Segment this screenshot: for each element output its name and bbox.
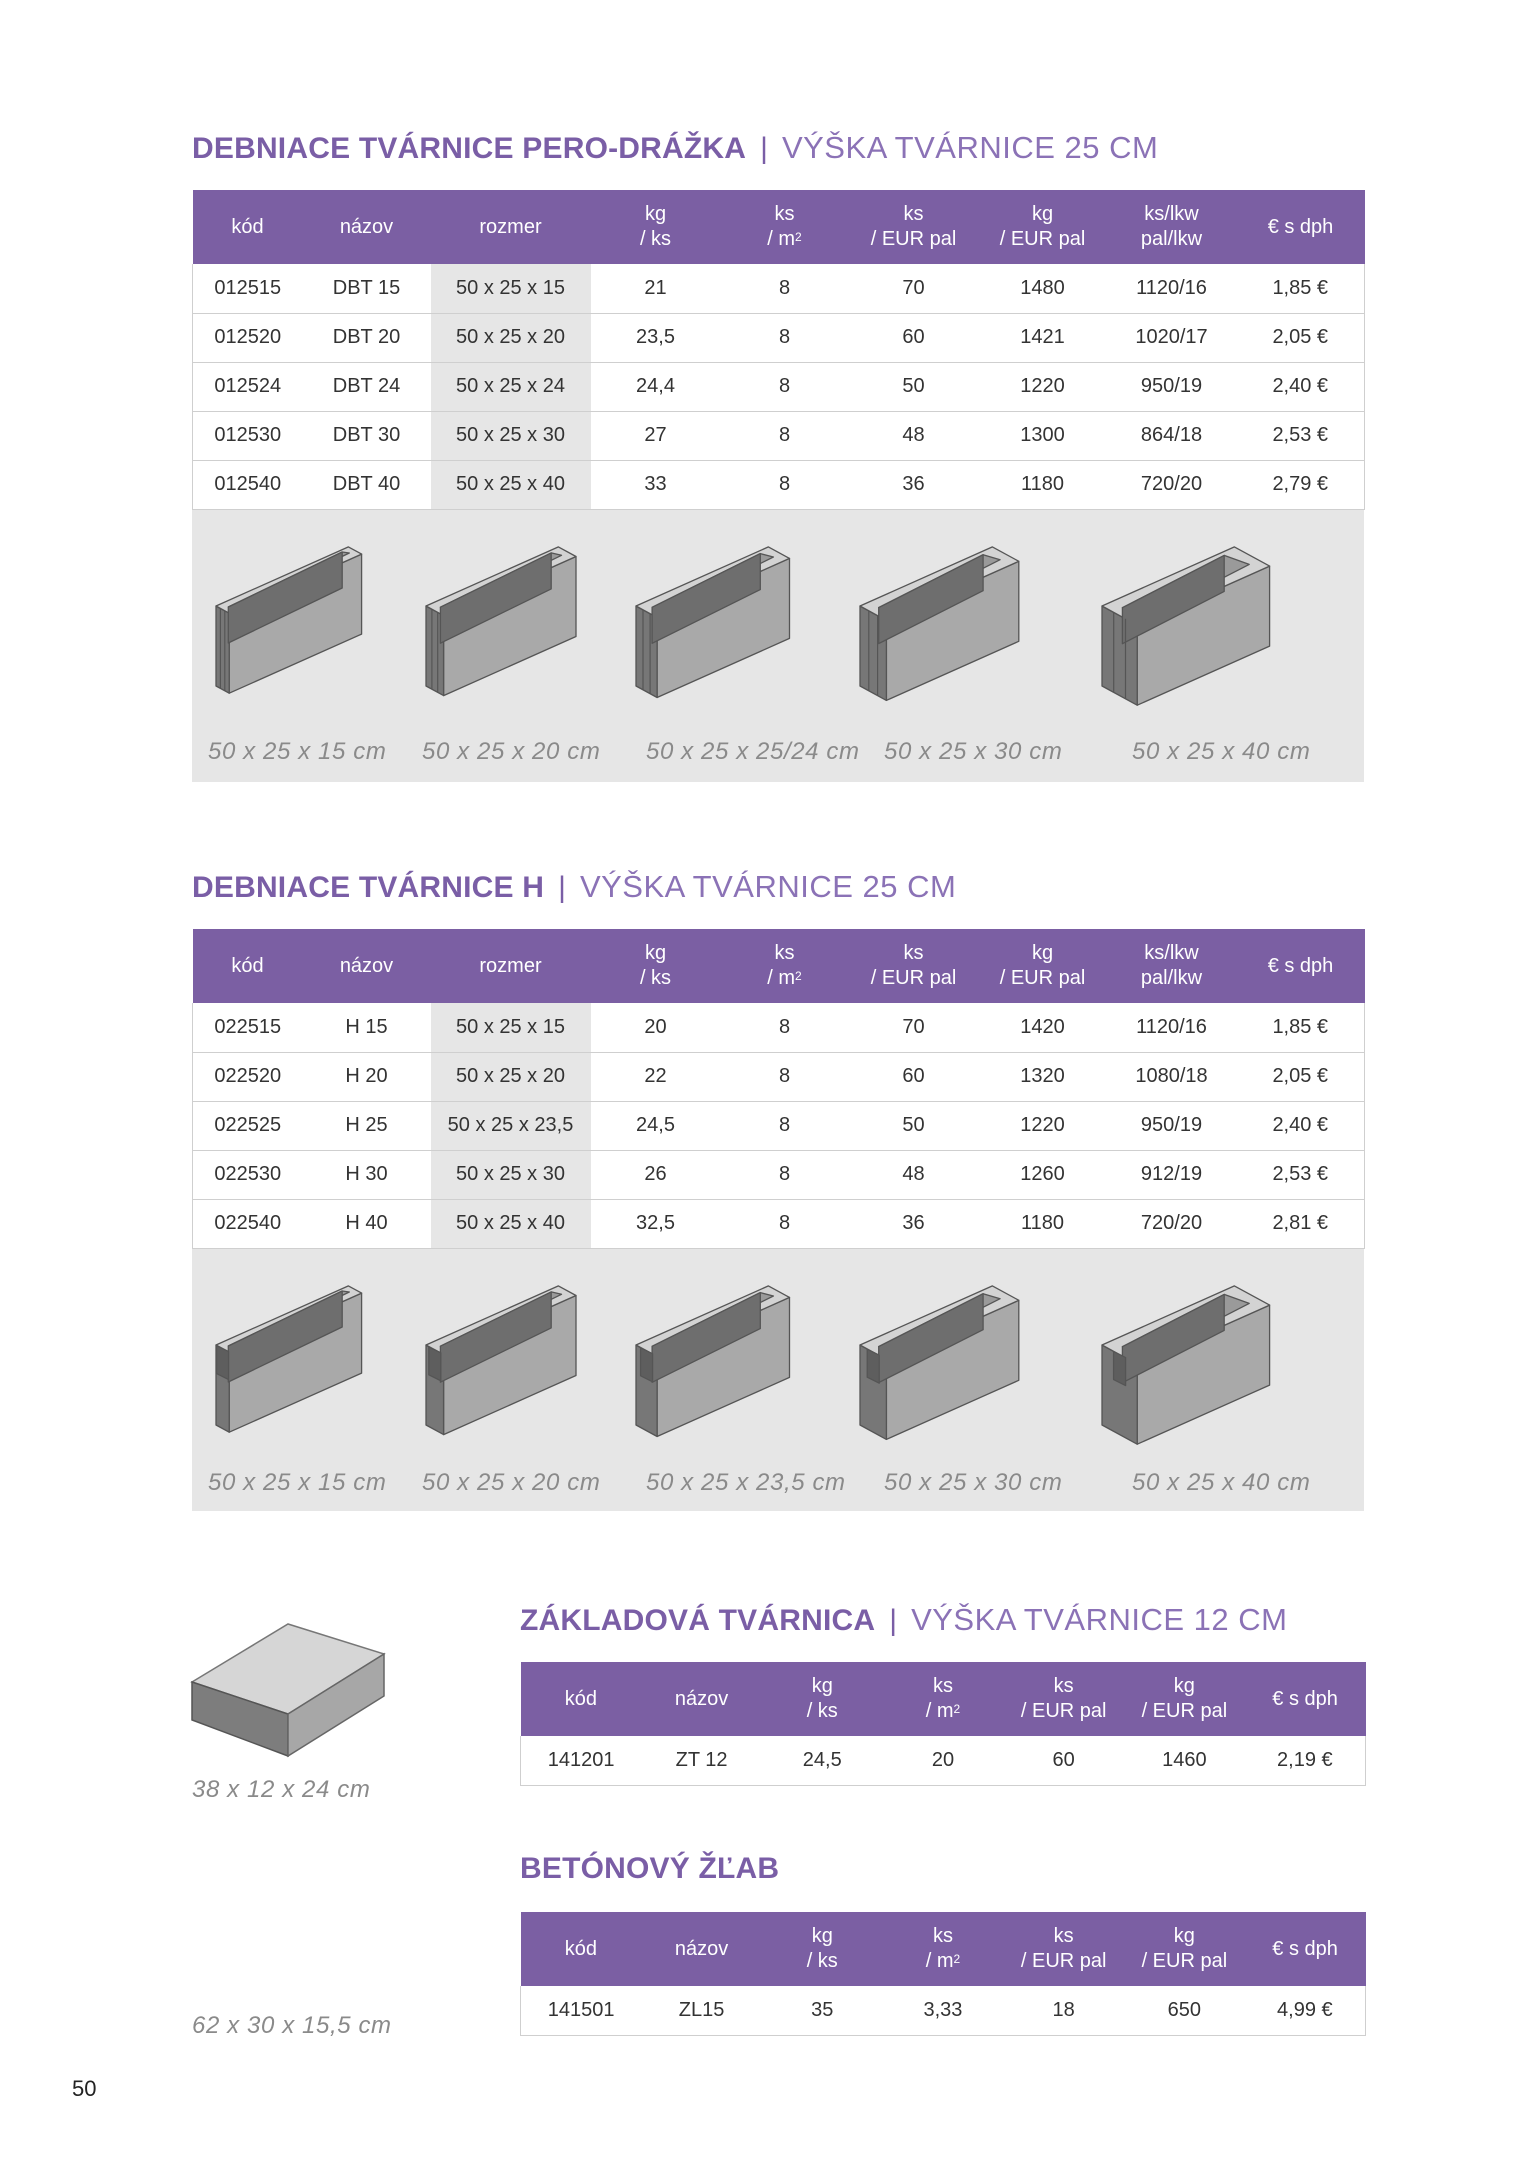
table-cell: 012540	[193, 460, 303, 509]
table-cell: 8	[721, 1003, 849, 1052]
table-cell: 24,5	[762, 1736, 883, 1785]
table-cell: 141501	[521, 1986, 642, 2035]
table-cell: 650	[1124, 1986, 1245, 2035]
table-cell: 1320	[979, 1052, 1107, 1101]
table-cell: 950/19	[1107, 1101, 1237, 1150]
table-row	[193, 1003, 1365, 1052]
table-cell: 2,53 €	[1237, 1150, 1365, 1199]
page-number: 50	[72, 2076, 97, 2101]
table-cell: 2,53 €	[1237, 411, 1365, 460]
section-title: ZÁKLADOVÁ TVÁRNICA	[520, 1604, 876, 1637]
table-cell: 2,05 €	[1237, 313, 1365, 362]
h-block-40-icon	[1094, 1263, 1314, 1453]
column-header: ks / $m^2$	[883, 1912, 1004, 1986]
table-cell: 2,40 €	[1237, 1101, 1365, 1150]
table-cell: 022540	[193, 1199, 303, 1248]
table-row	[193, 264, 1365, 313]
section-title: BETÓNOVÝ ŽĽAB	[520, 1852, 780, 1885]
column-header: kód	[193, 929, 303, 1003]
table-cell: DBT 30	[303, 411, 431, 460]
table-cell: 60	[1003, 1736, 1124, 1785]
column-header: kg / ks	[591, 190, 721, 264]
table-cell: 1460	[1124, 1736, 1245, 1785]
table-cell: 50 x 25 x 15	[431, 264, 591, 313]
table-cell: 20	[883, 1736, 1004, 1785]
title-separator: |	[760, 132, 768, 165]
section-subtitle: VÝŠKA TVÁRNICE 12 CM	[911, 1602, 1288, 1637]
table-cell: 22	[591, 1052, 721, 1101]
price-table	[192, 190, 1365, 510]
table-cell: 8	[721, 264, 849, 313]
table-cell: 48	[849, 1150, 979, 1199]
table-cell: 48	[849, 411, 979, 460]
table-row	[193, 362, 1365, 411]
table-cell: 8	[721, 1101, 849, 1150]
table-cell: H 30	[303, 1150, 431, 1199]
h-block-23-icon	[628, 1263, 848, 1453]
table-cell: 50 x 25 x 15	[431, 1003, 591, 1052]
table-cell: 1220	[979, 362, 1107, 411]
table-cell: 4,99 €	[1245, 1986, 1366, 2035]
product-gallery	[192, 510, 1364, 782]
column-header: kg / EUR pal	[979, 190, 1107, 264]
table-cell: 24,5	[591, 1101, 721, 1150]
table-cell: 33	[591, 460, 721, 509]
column-header: kg / EUR pal	[1124, 1662, 1245, 1736]
gallery-caption: 50 x 25 x 40 cm	[1132, 737, 1311, 765]
gallery-caption: 50 x 25 x 20 cm	[422, 737, 601, 765]
table-cell: 50 x 25 x 20	[431, 313, 591, 362]
table-cell: 1220	[979, 1101, 1107, 1150]
column-header: ks / EUR pal	[1003, 1662, 1124, 1736]
table-cell: 1180	[979, 460, 1107, 509]
table-cell: 8	[721, 460, 849, 509]
table-cell: H 20	[303, 1052, 431, 1101]
table-cell: 50 x 25 x 40	[431, 1199, 591, 1248]
table-cell: 23,5	[591, 313, 721, 362]
table-cell: 864/18	[1107, 411, 1237, 460]
table-cell: 60	[849, 313, 979, 362]
section-title: DEBNIACE TVÁRNICE PERO-DRÁŽKA	[192, 132, 747, 165]
gallery-caption: 50 x 25 x 15 cm	[208, 737, 387, 765]
section-heading	[520, 1602, 1366, 1646]
column-header: ks / EUR pal	[849, 190, 979, 264]
table-cell: 50	[849, 362, 979, 411]
column-header: kg / EUR pal	[1124, 1912, 1245, 1986]
column-header: ks / $m^2$	[883, 1662, 1004, 1736]
table-cell: DBT 24	[303, 362, 431, 411]
table-cell: 36	[849, 1199, 979, 1248]
table-cell: 1421	[979, 313, 1107, 362]
table-row	[193, 313, 1365, 362]
title-separator: |	[558, 871, 566, 904]
section-title: DEBNIACE TVÁRNICE H	[192, 871, 545, 904]
column-header: ks/lkw pal/lkw	[1107, 929, 1237, 1003]
table-cell: 1260	[979, 1150, 1107, 1199]
table-cell: H 40	[303, 1199, 431, 1248]
table-cell: 022515	[193, 1003, 303, 1052]
table-cell: 2,40 €	[1237, 362, 1365, 411]
price-table	[520, 1912, 1366, 2036]
table-cell: 2,79 €	[1237, 460, 1365, 509]
table-cell: 26	[591, 1150, 721, 1199]
table-cell: 70	[849, 264, 979, 313]
table-cell: 20	[591, 1003, 721, 1052]
section-heading	[192, 130, 1364, 174]
section-heading	[520, 1852, 1366, 1896]
table-cell: 50	[849, 1101, 979, 1150]
table-cell: 27	[591, 411, 721, 460]
column-header: kg / ks	[762, 1912, 883, 1986]
table-cell: 012520	[193, 313, 303, 362]
table-cell: ZL15	[641, 1986, 762, 2035]
table-cell: 32,5	[591, 1199, 721, 1248]
table-cell: 8	[721, 1052, 849, 1101]
table-cell: 2,81 €	[1237, 1199, 1365, 1248]
gallery-caption: 50 x 25 x 40 cm	[1132, 1468, 1311, 1496]
column-header: ks / EUR pal	[1003, 1912, 1124, 1986]
table-cell: 8	[721, 1199, 849, 1248]
table-cell: 1120/16	[1107, 264, 1237, 313]
gallery-caption: 50 x 25 x 15 cm	[208, 1468, 387, 1496]
table-cell: 012524	[193, 362, 303, 411]
table-cell: 8	[721, 362, 849, 411]
table-cell: 50 x 25 x 30	[431, 411, 591, 460]
table-cell: 012515	[193, 264, 303, 313]
table-row	[193, 460, 1365, 509]
table-cell: 720/20	[1107, 1199, 1237, 1248]
table-cell: 18	[1003, 1986, 1124, 2035]
block-tongue-groove-24-icon	[628, 524, 848, 714]
gallery-caption: 50 x 25 x 23,5 cm	[646, 1468, 846, 1496]
table-cell: 2,05 €	[1237, 1052, 1365, 1101]
table-cell: 2,19 €	[1245, 1736, 1366, 1785]
table-cell: 8	[721, 313, 849, 362]
table-row	[521, 1986, 1366, 2035]
section-h-blocks	[192, 869, 1364, 1511]
block-tongue-groove-15-icon	[208, 524, 428, 714]
table-row	[193, 411, 1365, 460]
column-header: kód	[521, 1912, 642, 1986]
table-row	[193, 1199, 1365, 1248]
column-header: kód	[521, 1662, 642, 1736]
gallery-caption: 50 x 25 x 20 cm	[422, 1468, 601, 1496]
table-cell: 50 x 25 x 20	[431, 1052, 591, 1101]
table-cell: 022530	[193, 1150, 303, 1199]
table-cell: 012530	[193, 411, 303, 460]
column-header: názov	[303, 190, 431, 264]
table-cell: 70	[849, 1003, 979, 1052]
table-cell: 1480	[979, 264, 1107, 313]
table-row	[193, 1101, 1365, 1150]
section-tongue-groove-blocks	[192, 130, 1364, 782]
table-cell: 1020/17	[1107, 313, 1237, 362]
table-cell: 720/20	[1107, 460, 1237, 509]
table-cell: 1,85 €	[1237, 1003, 1365, 1052]
table-cell: 1300	[979, 411, 1107, 460]
column-header: € s dph	[1245, 1662, 1366, 1736]
gallery-caption: 50 x 25 x 30 cm	[884, 737, 1063, 765]
table-cell: DBT 20	[303, 313, 431, 362]
column-header: € s dph	[1245, 1912, 1366, 1986]
table-cell: 141201	[521, 1736, 642, 1785]
column-header: € s dph	[1237, 190, 1365, 264]
table-cell: 912/19	[1107, 1150, 1237, 1199]
h-block-30-icon	[852, 1263, 1072, 1453]
table-cell: 50 x 25 x 23,5	[431, 1101, 591, 1150]
table-cell: 50 x 25 x 40	[431, 460, 591, 509]
foundation-block-caption: 38 x 12 x 24 cm	[192, 1776, 371, 1803]
table-cell: 50 x 25 x 30	[431, 1150, 591, 1199]
table-cell: 1420	[979, 1003, 1107, 1052]
column-header: rozmer	[431, 190, 591, 264]
price-table	[520, 1662, 1366, 1786]
column-header: ks/lkw pal/lkw	[1107, 190, 1237, 264]
table-cell: DBT 40	[303, 460, 431, 509]
column-header: € s dph	[1237, 929, 1365, 1003]
table-cell: 60	[849, 1052, 979, 1101]
title-separator: |	[889, 1604, 898, 1637]
price-table	[192, 929, 1365, 1249]
table-cell: ZT 12	[641, 1736, 762, 1785]
product-gallery	[192, 1249, 1364, 1511]
gallery-caption: 50 x 25 x 30 cm	[884, 1468, 1063, 1496]
block-tongue-groove-40-icon	[1094, 524, 1314, 714]
table-cell: 24,4	[591, 362, 721, 411]
table-cell: H 25	[303, 1101, 431, 1150]
table-cell: 36	[849, 460, 979, 509]
gallery-caption: 50 x 25 x 25/24 cm	[646, 737, 860, 765]
table-cell: DBT 15	[303, 264, 431, 313]
column-header: názov	[641, 1912, 762, 1986]
block-tongue-groove-30-icon	[852, 524, 1072, 714]
h-block-15-icon	[208, 1263, 428, 1453]
column-header: ks / EUR pal	[849, 929, 979, 1003]
foundation-block-icon	[188, 1604, 388, 1764]
column-header: kód	[193, 190, 303, 264]
table-cell: 1180	[979, 1199, 1107, 1248]
table-cell: 1120/16	[1107, 1003, 1237, 1052]
table-cell: 950/19	[1107, 362, 1237, 411]
gutter-caption: 62 x 30 x 15,5 cm	[192, 2012, 392, 2039]
section-foundation-block	[520, 1602, 1366, 1786]
table-cell: 21	[591, 264, 721, 313]
column-header: kg / EUR pal	[979, 929, 1107, 1003]
h-block-20-icon	[418, 1263, 638, 1453]
column-header: ks / $m^2$	[721, 929, 849, 1003]
table-cell: 022525	[193, 1101, 303, 1150]
section-subtitle: VÝŠKA TVÁRNICE 25 CM	[781, 130, 1159, 165]
table-cell: 8	[721, 1150, 849, 1199]
column-header: názov	[303, 929, 431, 1003]
table-row	[193, 1052, 1365, 1101]
table-row	[193, 1150, 1365, 1199]
table-cell: 35	[762, 1986, 883, 2035]
table-cell: 50 x 25 x 24	[431, 362, 591, 411]
table-cell: 022520	[193, 1052, 303, 1101]
column-header: názov	[641, 1662, 762, 1736]
table-cell: H 15	[303, 1003, 431, 1052]
table-cell: 1080/18	[1107, 1052, 1237, 1101]
table-cell: 3,33	[883, 1986, 1004, 2035]
section-concrete-gutter	[520, 1852, 1366, 2036]
section-subtitle: VÝŠKA TVÁRNICE 25 CM	[579, 869, 957, 904]
section-heading	[192, 869, 1364, 913]
column-header: kg / ks	[762, 1662, 883, 1736]
column-header: ks / $m^2$	[721, 190, 849, 264]
column-header: rozmer	[431, 929, 591, 1003]
table-row	[521, 1736, 1366, 1785]
block-tongue-groove-20-icon	[418, 524, 638, 714]
table-cell: 8	[721, 411, 849, 460]
table-cell: 1,85 €	[1237, 264, 1365, 313]
column-header: kg / ks	[591, 929, 721, 1003]
